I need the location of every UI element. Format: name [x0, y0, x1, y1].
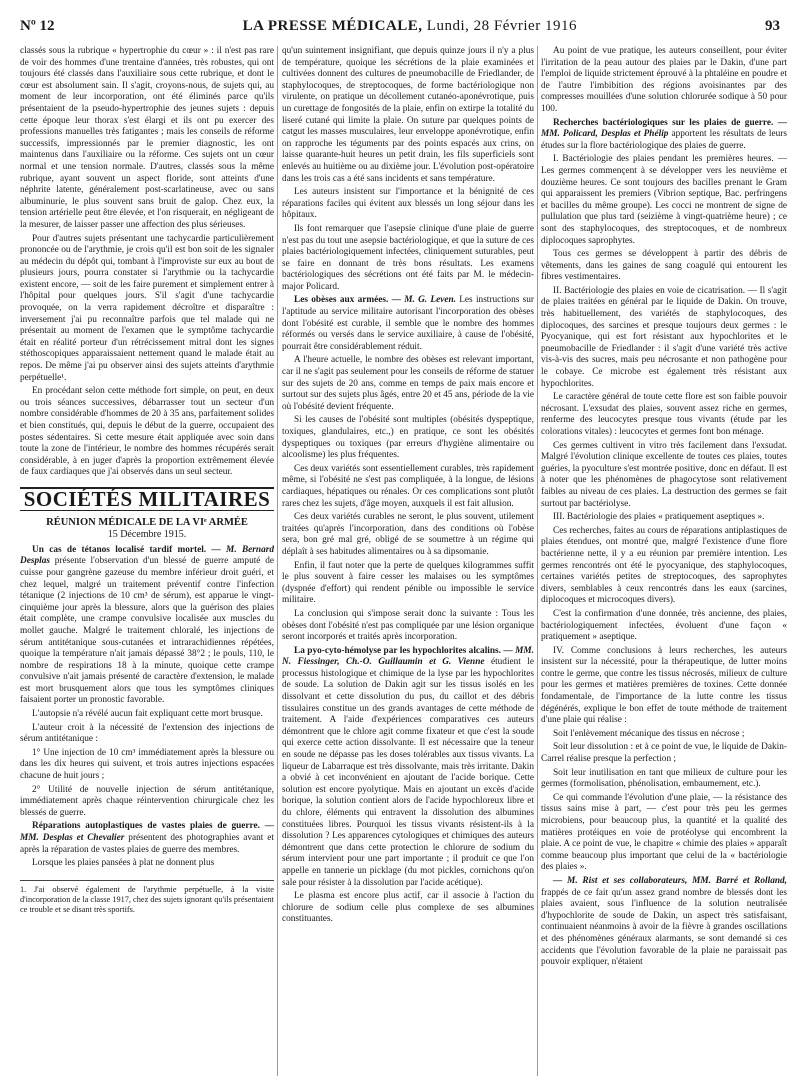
report-title: La pyo-cyto-hémolyse par les hypochlorites alcalins. —	[294, 645, 513, 656]
column-divider	[537, 46, 538, 1076]
report-text: Les instructions sur l'aptitude au service militaire autorisant l'incorporation des obèses dont l'obésité est curable, il semble que le nombre des hommes réformés ou versés dans le service auxiliaire, à cause de l'obésité, pourrait être considérablement réduit.	[282, 295, 534, 352]
issue-number: Nº 12	[20, 18, 55, 34]
report-text: présente l'observation d'un blessé de guerre amputé de cuisse pour gangrène gazeuse du membre inférieur droit guéri, et chez lequel, malgré un traitement préventif contre l'infection tétanique (2 injections de 10 cm³ de sérum), est apparue le vingt-cinquième jour après la blessure, alors que la guérison des plaies était complète, une crampe convulsive localisée aux muscles du mollet gauche. Malgré le traitement chloralé, les injections de sérum antitétanique sous-cutanées et intrarachidiennes répétées, quoique la température n'ait jamais dépassé 38°2 ; le pouls, 110, le nombre de respirations 18 à la minute, quoique cette crampe convulsive n'ait jamais présenté de caractère d'extension, le malade est mort brusquement alors que tous les symptômes cliniques faisaient porter un pronostic favorable.	[20, 556, 274, 706]
page-header	[20, 18, 780, 40]
report-title: Recherches bactériologiques sur les plaies de guerre. —	[553, 117, 787, 128]
paragraph: Ils font remarquer que l'asepsie clinique d'une plaie de guerre n'est pas du tout une asepsie bactériologique, et que la suture de ces plaies bactériologiquement infectées, cliniquement suturables, peut se faire en donnant de très bons résultats. Les examens bactériologiques des sécrétions ont été faits par M. le médecin-major Policard.	[282, 223, 534, 292]
paragraph: Au point de vue pratique, les auteurs conseillent, pour éviter l'irritation de la peau autour des plaies par le Dakin, d'une part l'emploi de liquide strictement éprouvé à la phtaléine en poudre et de l'autre l'imbibition des régions avoisinantes par des compresses mouillées d'une solution chlorurée sodique à 50 pour 100.	[541, 46, 787, 114]
report-author: MM. Desplas et Chevalier	[20, 833, 125, 843]
report-paragraph	[282, 646, 534, 889]
paragraph: Ces deux variétés curables ne seront, le plus souvent, utilement traitées qu'après l'incorporation, dans des conditions où l'obèse sera, bon gré mal gré, obligé de se soumettre à un régime qui déplaît à ses habitudes alimentaires ou à sa dipsomanie.	[282, 512, 534, 557]
paragraph: Soit l'enlèvement mécanique des tissus en nécrose ;	[553, 728, 745, 739]
paragraph: Enfin, il faut noter que la perte de quelques kilogrammes suffit le plus souvent à faire cesser les malaises ou les symptômes (dyspnée d'effort) qui rendent pénible ou impossible le service militaire.	[282, 560, 534, 606]
journal-name: LA PRESSE MÉDICALE,	[242, 18, 423, 34]
paragraph: Ce qui commande l'évolution d'une plaie, — la résistance des tissus sains mise à part, — c'est pour très peu les germes microbiens, pour beaucoup plus, la quantité et la qualité des matières protéiques en voie de protéolyse qui encombrent la plaie. A ce point de vue, le chapitre « chimie des plaies » apparaît comme beaucoup plus important que celui de la « bactériologie des plaies ».	[541, 792, 787, 873]
paragraph: En procédant selon cette méthode fort simple, on peut, en deux ou trois séances successives, débarrasser tout un secteur d'un nombre considérable d'hommes de 20 à 35 ans, parfaitement solides et bien constitués, qui, depuis le début de la guerre, occupaient des postes sédentaires. Si cette mesure était appliquée avec soin dans toute la zone de l'intérieur, le nombre des hommes récupérés serait considérable, à en juger d'après la proportion extrêmement élevée de faux cardiaques que j'ai observés dans un seul secteur.	[20, 386, 274, 478]
report-paragraph	[541, 118, 787, 153]
paragraph: Si les causes de l'obésité sont multiples (obésités dyspeptique, toxiques, glandulaires, etc.,) en pratique, ce sont les obésités dyspeptiques ou toxiques (par erreurs d'hygiène alimentaire ou alcoolisme) les plus fréquentes.	[282, 415, 534, 461]
report-text: frappés de ce fait qu'un assez grand nombre de blessés dont les plaies avaient, sous l'influence de la solution neutralisée d'hypochlorite de soude de Dakin, un aspect très satisfaisant, continuaient néanmoins à avoir de la fièvre à grandes oscillations et des phénomènes généraux alarmants, se sont demandé si ces accidents que l'évolution favorable de la plaie ne paraissait pas pouvoir expliquer, n'étaient	[541, 887, 787, 968]
paragraph: Ces germes cultivent in vitro très facilement dans l'exsudat. Malgré l'évolution clinique excellente de toutes ces plaies, toutes guéries, la pyoculture s'est montrée positive, donc en défaut. Il est à noter que les phénomènes de phagocytose sont relativement faibles au niveau de ces plaies. La destruction des germes se fait surtout par bactériolyse.	[541, 440, 787, 509]
paragraph: L'auteur croit à la nécessité de l'extension des injections de sérum antitétanique :	[20, 722, 274, 745]
issue-date: Lundi, 28 Février 1916	[426, 18, 577, 34]
report-text: présentent des photographies avant et après la réparation de vastes plaies de guerre des membres.	[20, 833, 274, 855]
report-text: apportent les résultats de leurs études sur la flore bactériologique des plaies de guerre.	[541, 129, 787, 151]
paragraph: Ces deux variétés sont essentiellement curables, très rapidement même, si l'obésité ne s'est pas compliquée, à la longue, de lésions cardiaques, hépatiques ou rénales. Or ces complications sont plutôt rares chez les sujets, d'âge moyen, auxquels il est fait allusion.	[282, 463, 534, 509]
report-paragraph	[20, 821, 274, 856]
paragraph: La conclusion qui s'impose serait donc la suivante : Tous les obèses dont l'obésité n'est pas compliquée par une lésion organique seront incorporés et traités après incorporation.	[282, 608, 534, 643]
report-text: étudient le processus histologique et chimique de la lyse par les hypochlorites de soude. La solution de Dakin agit sur les tissus isolés en les dissolvant et cette dissolution du pus, du caillot et des débris tissulaires constitue un des grands avantages de cette méthode de traitement. A l'aide d'expériences comparatives ces auteurs démontrent que le chlore agit comme fixateur et que c'est la soude qui exerce cette action dissolvante. Il est nécessaire que la teneur en soude ne dépasse pas les doses tolérables aux tissus vivants. La liqueur de Labarraque est très dissolvante, mais très irritante. Dakin a obvié à cet inconvénient en ajoutant de l'acide borique. Cette solution est encore pyolytique. Mais en ajoutant un excès d'acide borique, la solution contient alors de l'acide hypochloreux libre et du chlore, éléments qui entravent la dissolution des albumines constituées libres. Pourquoi les tissus vivants résistent-ils à la dissolution ? Les apparences cytologiques et chimiques des auteurs démontrent que dans cette protection le chlorure de sodium du sérum intervient pour une part importante ; il produit ce que l'on appelle en tannerie un picklage (du mot pickles, cornichons qu'on sale pour résister à la dissolution par l'acide acétique).	[282, 657, 534, 888]
report-title: Les obèses aux armées. —	[294, 295, 401, 306]
paragraph: II. Bactériologie des plaies en voie de cicatrisation. — Il s'agit de plaies traitées en général par le liquide de Dakin. On trouve, très habituellement, des variétés de staphylocoques, des diplocoques, des sarcines et presque toujours deux germes : le Pyocyanique, qui est fort résistant aux hypochlorites et le pneumobacille de Friedlander : il s'agit d'une variété très active vis-à-vis des sucres, mais peu nécrosante et non pathogène pour le cobaye. Ce microbe est également très résistant aux hypochlorites.	[541, 285, 787, 389]
report-title: Un cas de tétanos localisé tardif mortel. —	[32, 544, 221, 555]
paragraph: C'est la confirmation d'une donnée, très ancienne, des plaies, bactériologiquement infectées, évoluent d'une façon « pratiquement » aseptique.	[541, 608, 787, 643]
report-title: Réparations autoplastiques de vastes plaies de guerre. —	[32, 821, 274, 832]
footnote: 1. J'ai observé également de l'arythmie perpétuelle, à la visite d'incorporation de la classe 1917, chez des sujets ignorant qu'ils présentaient ce trouble et se disant très sportifs.	[20, 880, 274, 915]
column-1	[20, 46, 274, 1076]
paragraph: classés sous la rubrique « hypertrophie du cœur » : il n'est pas rare de voir des hommes d'une trentaine d'années, très robustes, qui ont toujours été classés dans l'auxiliaire sous cette rubrique, et dont le cœur est absolument sain. Il s'agit, croyons-nous, de sujets qui, au moment de leur incorporation, ont été éliminés parce qu'ils présentaient de la pseudo-hypertrophie des jeunes sujets : depuis cette époque leur thorax s'est élargi et ils ont pu exercer des professions manuelles très fatigantes ; mais les conseils de réforme successifs, impressionnés par le premier diagnostic, les ont maintenus dans l'auxiliaire ou la réforme. Ces sujets ont un cœur normal et une tension normale. D'autres, classés sous la même rubrique, ayant souvent un aspect floride, sont atteints d'une néphrite latente, généralement post-scarlatineuse, avec ou sans albuminurie, le plus souvent sans bruit de galop. Chez eux, la tension artérielle peut être élevée, et l'on risquerait, en négligeant de la mesurer, de laisser passer une affection des plus sérieuses.	[20, 46, 274, 230]
paragraph: Le plasma est encore plus actif, car il associe à l'action du chlorure de sodium celle plus complexe de ses albumines constituantes.	[282, 891, 534, 925]
paragraph: Ces recherches, faites au cours de réparations antiplastiques de plaies étendues, ont montré que, malgré l'existence d'une flore bactérienne nette, il y a eu réunion par première intention. Les germes rencontrés ont été le pyocyanique, des staphylocoques, certaines variétés petites de streptocoques, des saprophytes divers, semblables à ceux rencontrés dans les eaux (sarcines, diplocoques et microcoques divers).	[541, 525, 787, 606]
column-2	[282, 46, 534, 1076]
meeting-date: 15 Décembre 1915.	[107, 529, 187, 541]
paragraph: qu'un suintement insignifiant, que depuis quinze jours il n'y a plus de température, quoique les sécrétions de la plaie examinées et cultivées donnent des cultures de pneumobacille de Friedlander, de staphylocoques, de streptocoques, de forme bactériologique non virulente, on pratique un décollement cutanéo-aponévrotique, puis un curettage de fongosités de la plaie, enfin on extirpe la totalité du liseré cutané qui limite la plaie. On suture par quelques points de catgut les masses musculaires, leur enveloppe aponévrotique, enfin on rapproche les téguments par des points espacés aux crins, on laisse quarante-huit heures un petit drain, les fils superficiels sont enlevés au huitième ou au dixième jour. L'évolution post-opératoire dans les trois cas a été sans incidents et sans température.	[282, 46, 534, 184]
page-number: 93	[764, 18, 780, 34]
report-author: MM. Policard, Desplas et Phélip	[541, 129, 669, 140]
paragraph: 1° Une injection de 10 cm³ immédiatement après la blessure ou dans les dix heures qui suivent, et trois autres injections espacées chacune de huit jours ;	[20, 747, 274, 782]
paragraph: III. Bactériologie des plaies « pratiquement aseptiques ».	[553, 512, 765, 523]
report-paragraph	[282, 295, 534, 353]
meeting-title: RÉUNION MÉDICALE DE LA VIᵉ ARMÉE	[46, 516, 248, 528]
report-author: M. G. Leven.	[404, 295, 456, 306]
paragraph: Les auteurs insistent sur l'importance et la bénignité de ces réparations faciles qui évitent aux blessés un long séjour dans les hôpitaux.	[282, 187, 534, 221]
journal-masthead	[243, 18, 577, 35]
report-paragraph	[20, 545, 274, 707]
paragraph: Lorsque les plaies pansées à plat ne donnent plus	[32, 858, 215, 869]
report-author: M. Bernard Desplas	[20, 544, 274, 567]
column-3	[541, 46, 787, 1076]
report-author: MM. N. Fiessinger, Ch.-O. Guillaumin et G. Vienne	[282, 645, 534, 668]
paragraph: Soit leur dissolution : et à ce point de vue, le liquide de Dakin-Carrel réalise presque la perfection ;	[541, 742, 787, 765]
paragraph: IV. Comme conclusions à leurs recherches, les auteurs insistent sur la nécessité, pour la thérapeutique, de lutter moins contre le germe, que contre les tissus nécrosés, milieux de culture pour les germes et matières premières de toxines. Cette donnée fondamentale, de l'importance de la lutte contre les tissus dégénérés, explique le bon effet de toute méthode de traitement d'une plaie qui réalise :	[541, 645, 787, 726]
paragraph: Soit leur inutilisation en tant que milieux de culture pour les germes (formolisation, phénolisation, embaumement, etc.).	[541, 767, 787, 790]
paragraph: L'autopsie n'a révélé aucun fait expliquant cette mort brusque.	[32, 709, 263, 720]
report-paragraph	[541, 876, 787, 969]
paragraph: A l'heure actuelle, le nombre des obèses est relevant important, car il ne s'agit pas seulement pour les conseils de réforme de statuer sur des sujets de 20 ans, comme en temps de paix mais encore et surtout sur des sujets plus âgés, entre 20 et 45 ans, période de la vie où l'obésité devient fréquente.	[282, 355, 534, 412]
column-divider	[277, 46, 278, 1076]
paragraph: Le caractère général de toute cette flore est son faible pouvoir nécrosant. L'exsudat des plaies, souvent assez riche en germes, renferme des leucocytes presque tous vivants (étude par les colorations vitales) : leucocytes et germes font bon ménage.	[541, 392, 787, 437]
report-author: — M. Rist et ses collaborateurs, MM. Barré et Rolland,	[553, 875, 787, 886]
section-heading: SOCIÉTÉS MILITAIRES	[20, 487, 274, 511]
paragraph: 2° Utilité de nouvelle injection de sérum antitétanique, immédiatement après chaque réintervention chirurgicale chez les blessés de guerre.	[20, 784, 274, 818]
paragraph: Pour d'autres sujets présentant une tachycardie particulièrement prononcée ou de l'arythmie, je crois qu'il est bon soit de les signaler au médecin du dépôt qui, tombant à l'improviste sur eux au bout de plusieurs jours, pourra constater si l'arythmie ou la tachycardie existent encore, — soit de les faire purement et simplement entrer à l'hôpital pour quelques jours. S'il s'agit d'une tachycardie provoquée, on la verra rapidement décroître et disparaître : inversement j'ai pu reconnaître parfois que tel malade qui ne présentait au moment de l'examen que le symptôme tachycardie était en réalité porteur d'un rétrécissement mitral dont les signes stéthoscopiques apparaissaient nettement quand le malade était au repos. De même j'ai pu observer ainsi des sujets atteints d'arythmie perpétuelle¹.	[20, 233, 274, 383]
paragraph: I. Bactériologie des plaies pendant les premières heures. — Les germes commençent à se développer vers les neuvième et douzième heures. Ce sont toujours des bacilles prenant le Gram qui apparaissent les premiers (Vibrion septique, Bac. perfringens et bacilles du même groupe). Les cocci ne montrent de signe de pullulation que plus tard (seizième à vingt-quatrième heure) ; ce sont des staphylocoques, des streptocoques, et de nombreux diplocoques saprophytes.	[541, 154, 787, 246]
paragraph: Tous ces germes se développent à partir des débris de vêtements, dans les gaines de sang coagulé qui entourent les fibres vestimentaires.	[541, 249, 787, 283]
